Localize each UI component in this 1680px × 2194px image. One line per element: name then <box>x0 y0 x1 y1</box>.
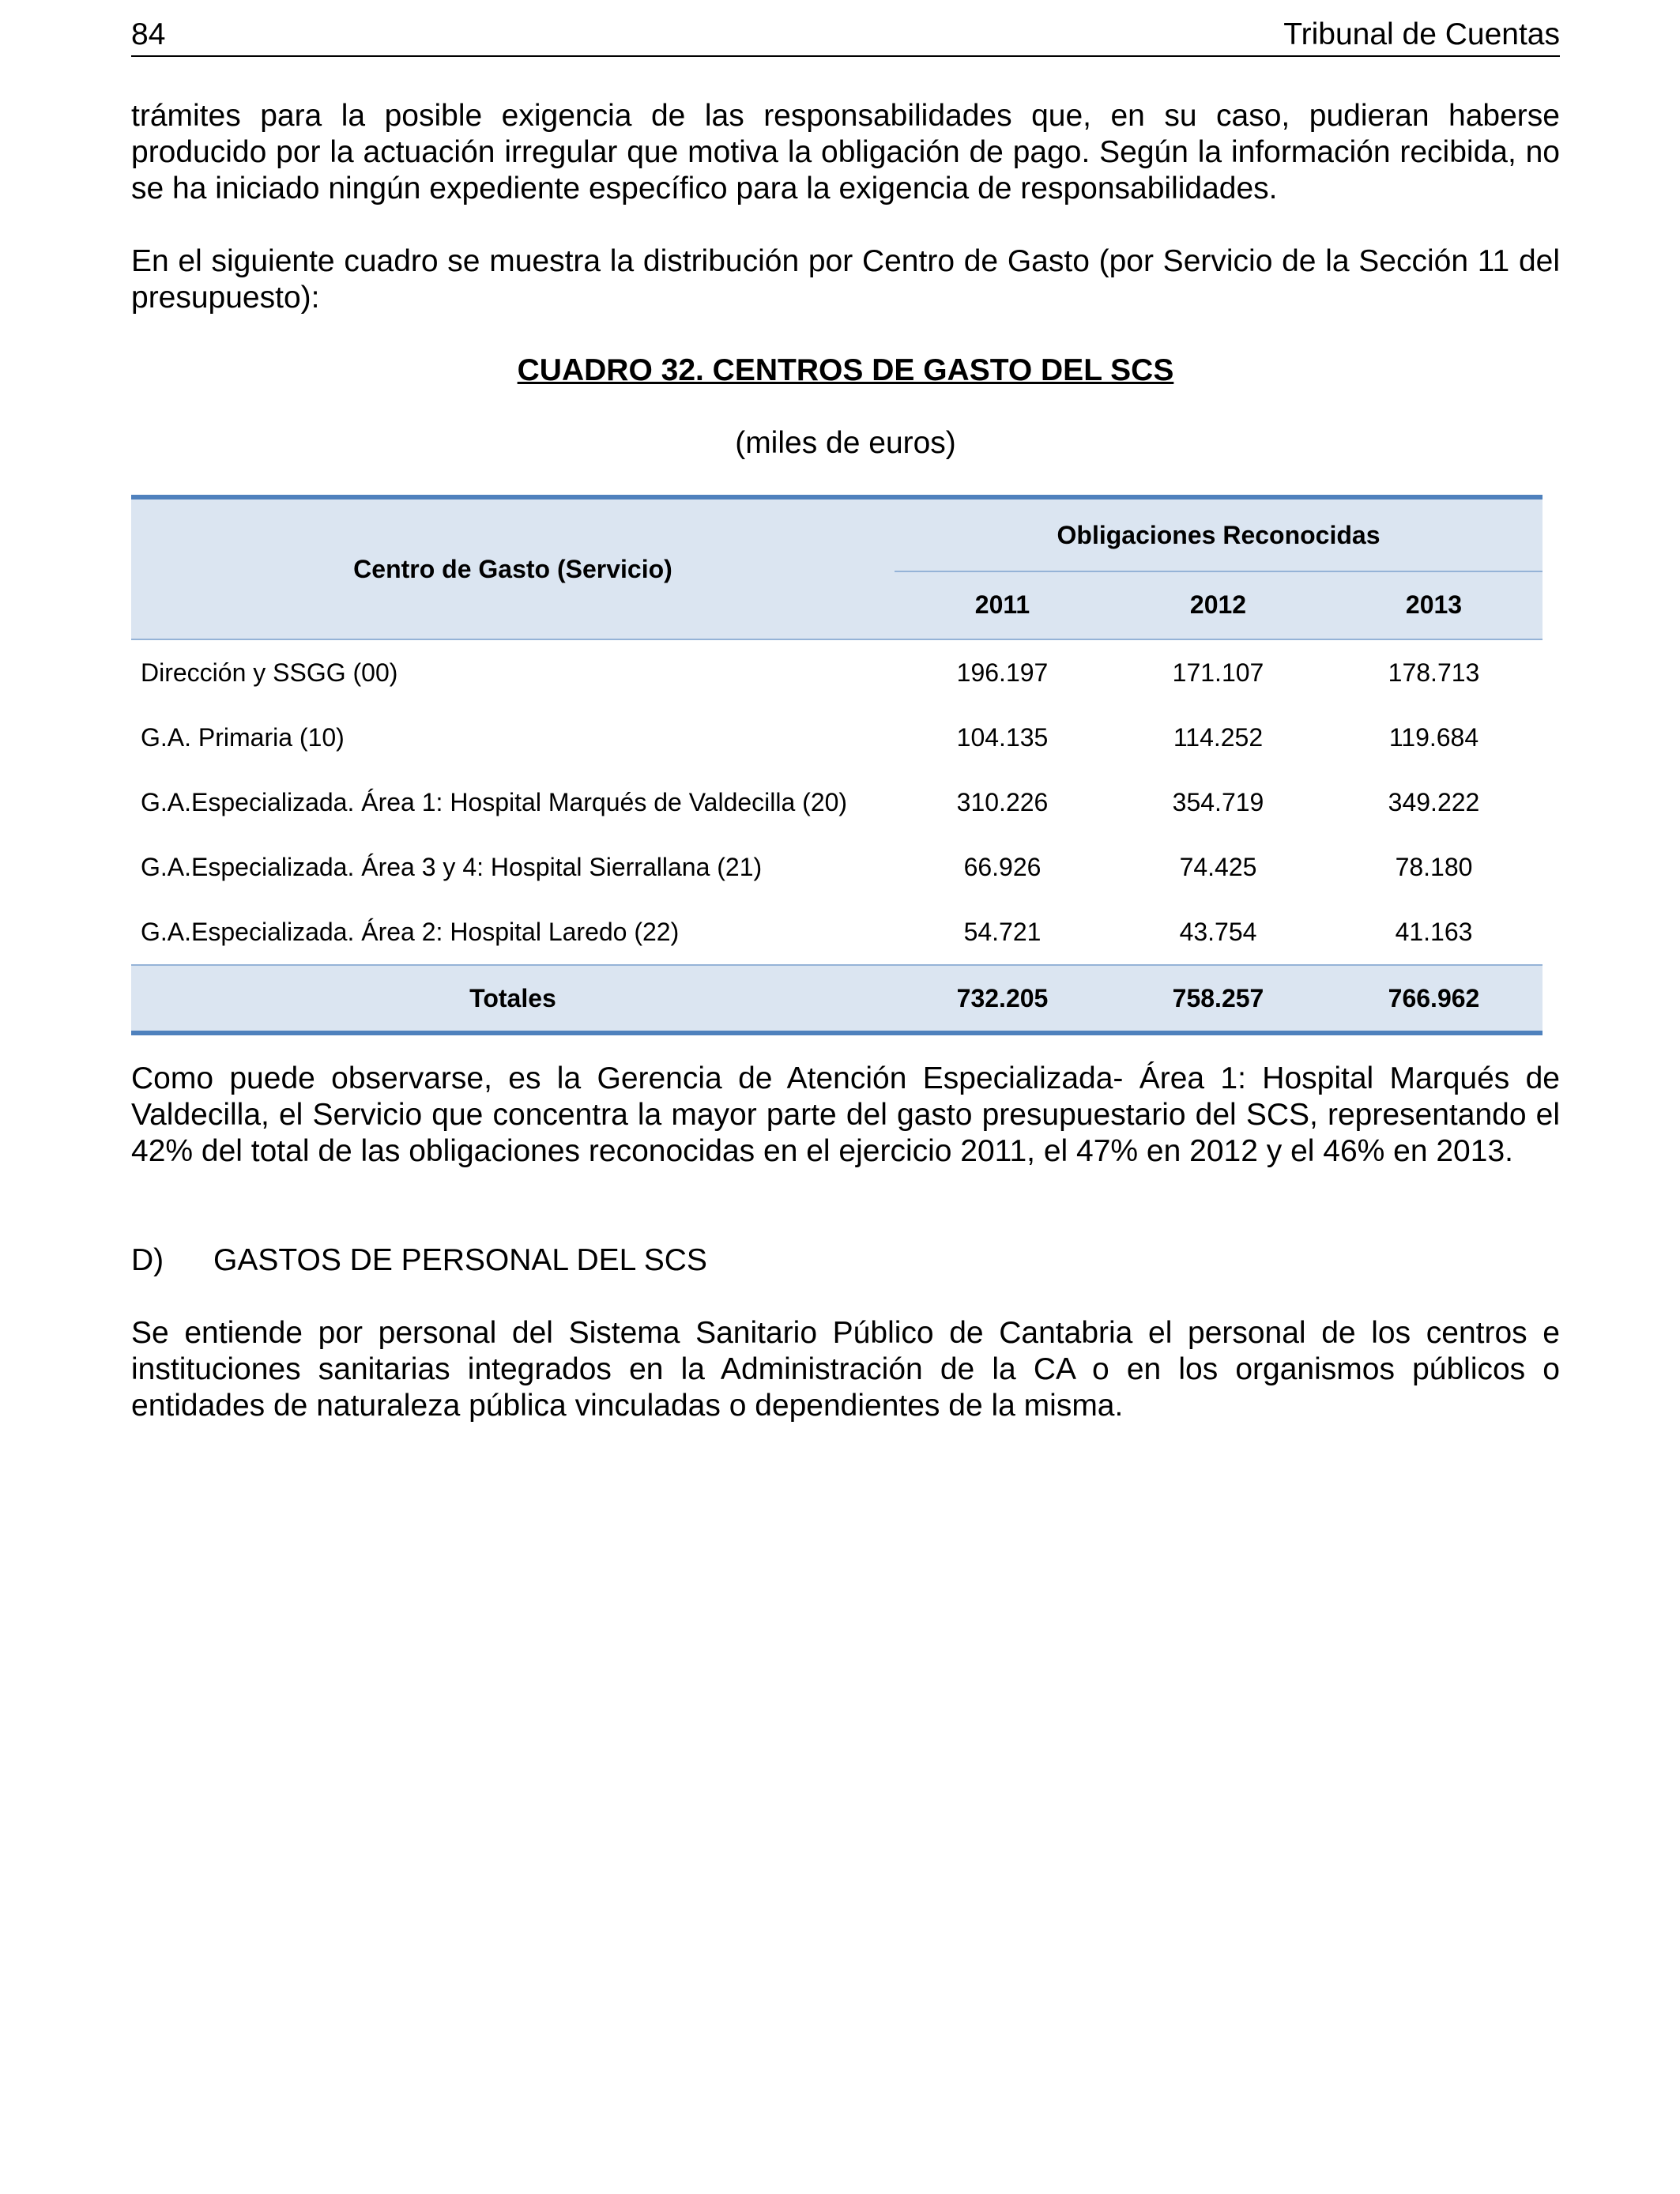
cell-value: 119.684 <box>1388 723 1479 752</box>
column-header-year: 2012 <box>1189 590 1247 619</box>
row-label: G.A. Primaria (10) <box>141 723 345 752</box>
total-value: 732.205 <box>956 984 1049 1012</box>
cell-value: 196.197 <box>956 658 1049 687</box>
page-number: 84 <box>131 17 166 51</box>
paragraph-2: En el siguiente cuadro se muestra la distribución por Centro de Gasto (por Servicio de la Sección 11 del presupuesto): <box>131 244 1560 315</box>
table-row <box>131 705 1543 770</box>
row-label: Dirección y SSGG (00) <box>141 658 398 687</box>
cell-value: 171.107 <box>1172 658 1264 687</box>
section-heading <box>131 1242 707 1279</box>
total-value: 766.962 <box>1388 984 1480 1012</box>
table-row <box>131 835 1543 899</box>
table-row <box>131 640 1543 705</box>
row-label: G.A.Especializada. Área 2: Hospital Laredo (22) <box>141 918 680 946</box>
cell-value: 74.425 <box>1179 853 1257 881</box>
table-subtitle: (miles de euros) <box>735 426 956 460</box>
totals-row <box>131 964 1543 1035</box>
cell-value: 54.721 <box>963 918 1042 946</box>
column-group-header: Obligaciones Reconocidas <box>895 499 1543 572</box>
totals-label: Totales <box>469 984 556 1012</box>
cell-value: 310.226 <box>956 788 1049 816</box>
column-header-year: 2013 <box>1405 590 1463 619</box>
section-letter: D) <box>131 1243 164 1277</box>
cell-value: 104.135 <box>956 723 1049 752</box>
running-header <box>131 14 1560 57</box>
table-title: CUADRO 32. CENTROS DE GASTO DEL SCS <box>517 353 1174 387</box>
total-value: 758.257 <box>1172 984 1264 1012</box>
cell-value: 43.754 <box>1179 918 1257 946</box>
table-row <box>131 770 1543 835</box>
cell-value: 78.180 <box>1395 853 1473 881</box>
row-label: G.A.Especializada. Área 3 y 4: Hospital Sierrallana (21) <box>141 853 763 881</box>
column-header-year: 2011 <box>974 590 1030 619</box>
cell-value: 114.252 <box>1173 723 1264 752</box>
table-row <box>131 899 1543 964</box>
expense-centers-table <box>131 495 1543 1035</box>
running-title: Tribunal de Cuentas <box>1283 17 1560 51</box>
cell-value: 354.719 <box>1172 788 1264 816</box>
cell-value: 66.926 <box>963 853 1042 881</box>
cell-value: 178.713 <box>1388 658 1480 687</box>
paragraph-3: Como puede observarse, es la Gerencia de Atención Especializada- Área 1: Hospital Marqués de Valdecilla, el Servicio que concentra la mayor parte del gasto presupuestario del SCS, representando el 42% del total de las obligaciones reconocidas en el ejercicio 2011, el 47% en 2012 y el 46% en 2013. <box>131 1061 1560 1168</box>
row-label: G.A.Especializada. Área 1: Hospital Marqués de Valdecilla (20) <box>141 788 848 816</box>
section-title: GASTOS DE PERSONAL DEL SCS <box>213 1243 707 1277</box>
column-header-centro: Centro de Gasto (Servicio) <box>353 554 672 583</box>
paragraph-1: trámites para la posible exigencia de las responsabilidades que, en su caso, pudieran haberse producido por la actuación irregular que motiva la obligación de pago. Según la información recibida, no se ha iniciado ningún expediente específico para la exigencia de responsabilidades. <box>131 99 1560 205</box>
cell-value: 41.163 <box>1395 918 1473 946</box>
cell-value: 349.222 <box>1388 788 1480 816</box>
paragraph-4: Se entiende por personal del Sistema Sanitario Público de Cantabria el personal de los centros e instituciones sanitarias integrados en la Administración de la CA o en los organismos públicos o entidades de naturaleza pública vinculadas o dependientes de la misma. <box>131 1316 1560 1423</box>
table-header <box>131 495 1543 640</box>
